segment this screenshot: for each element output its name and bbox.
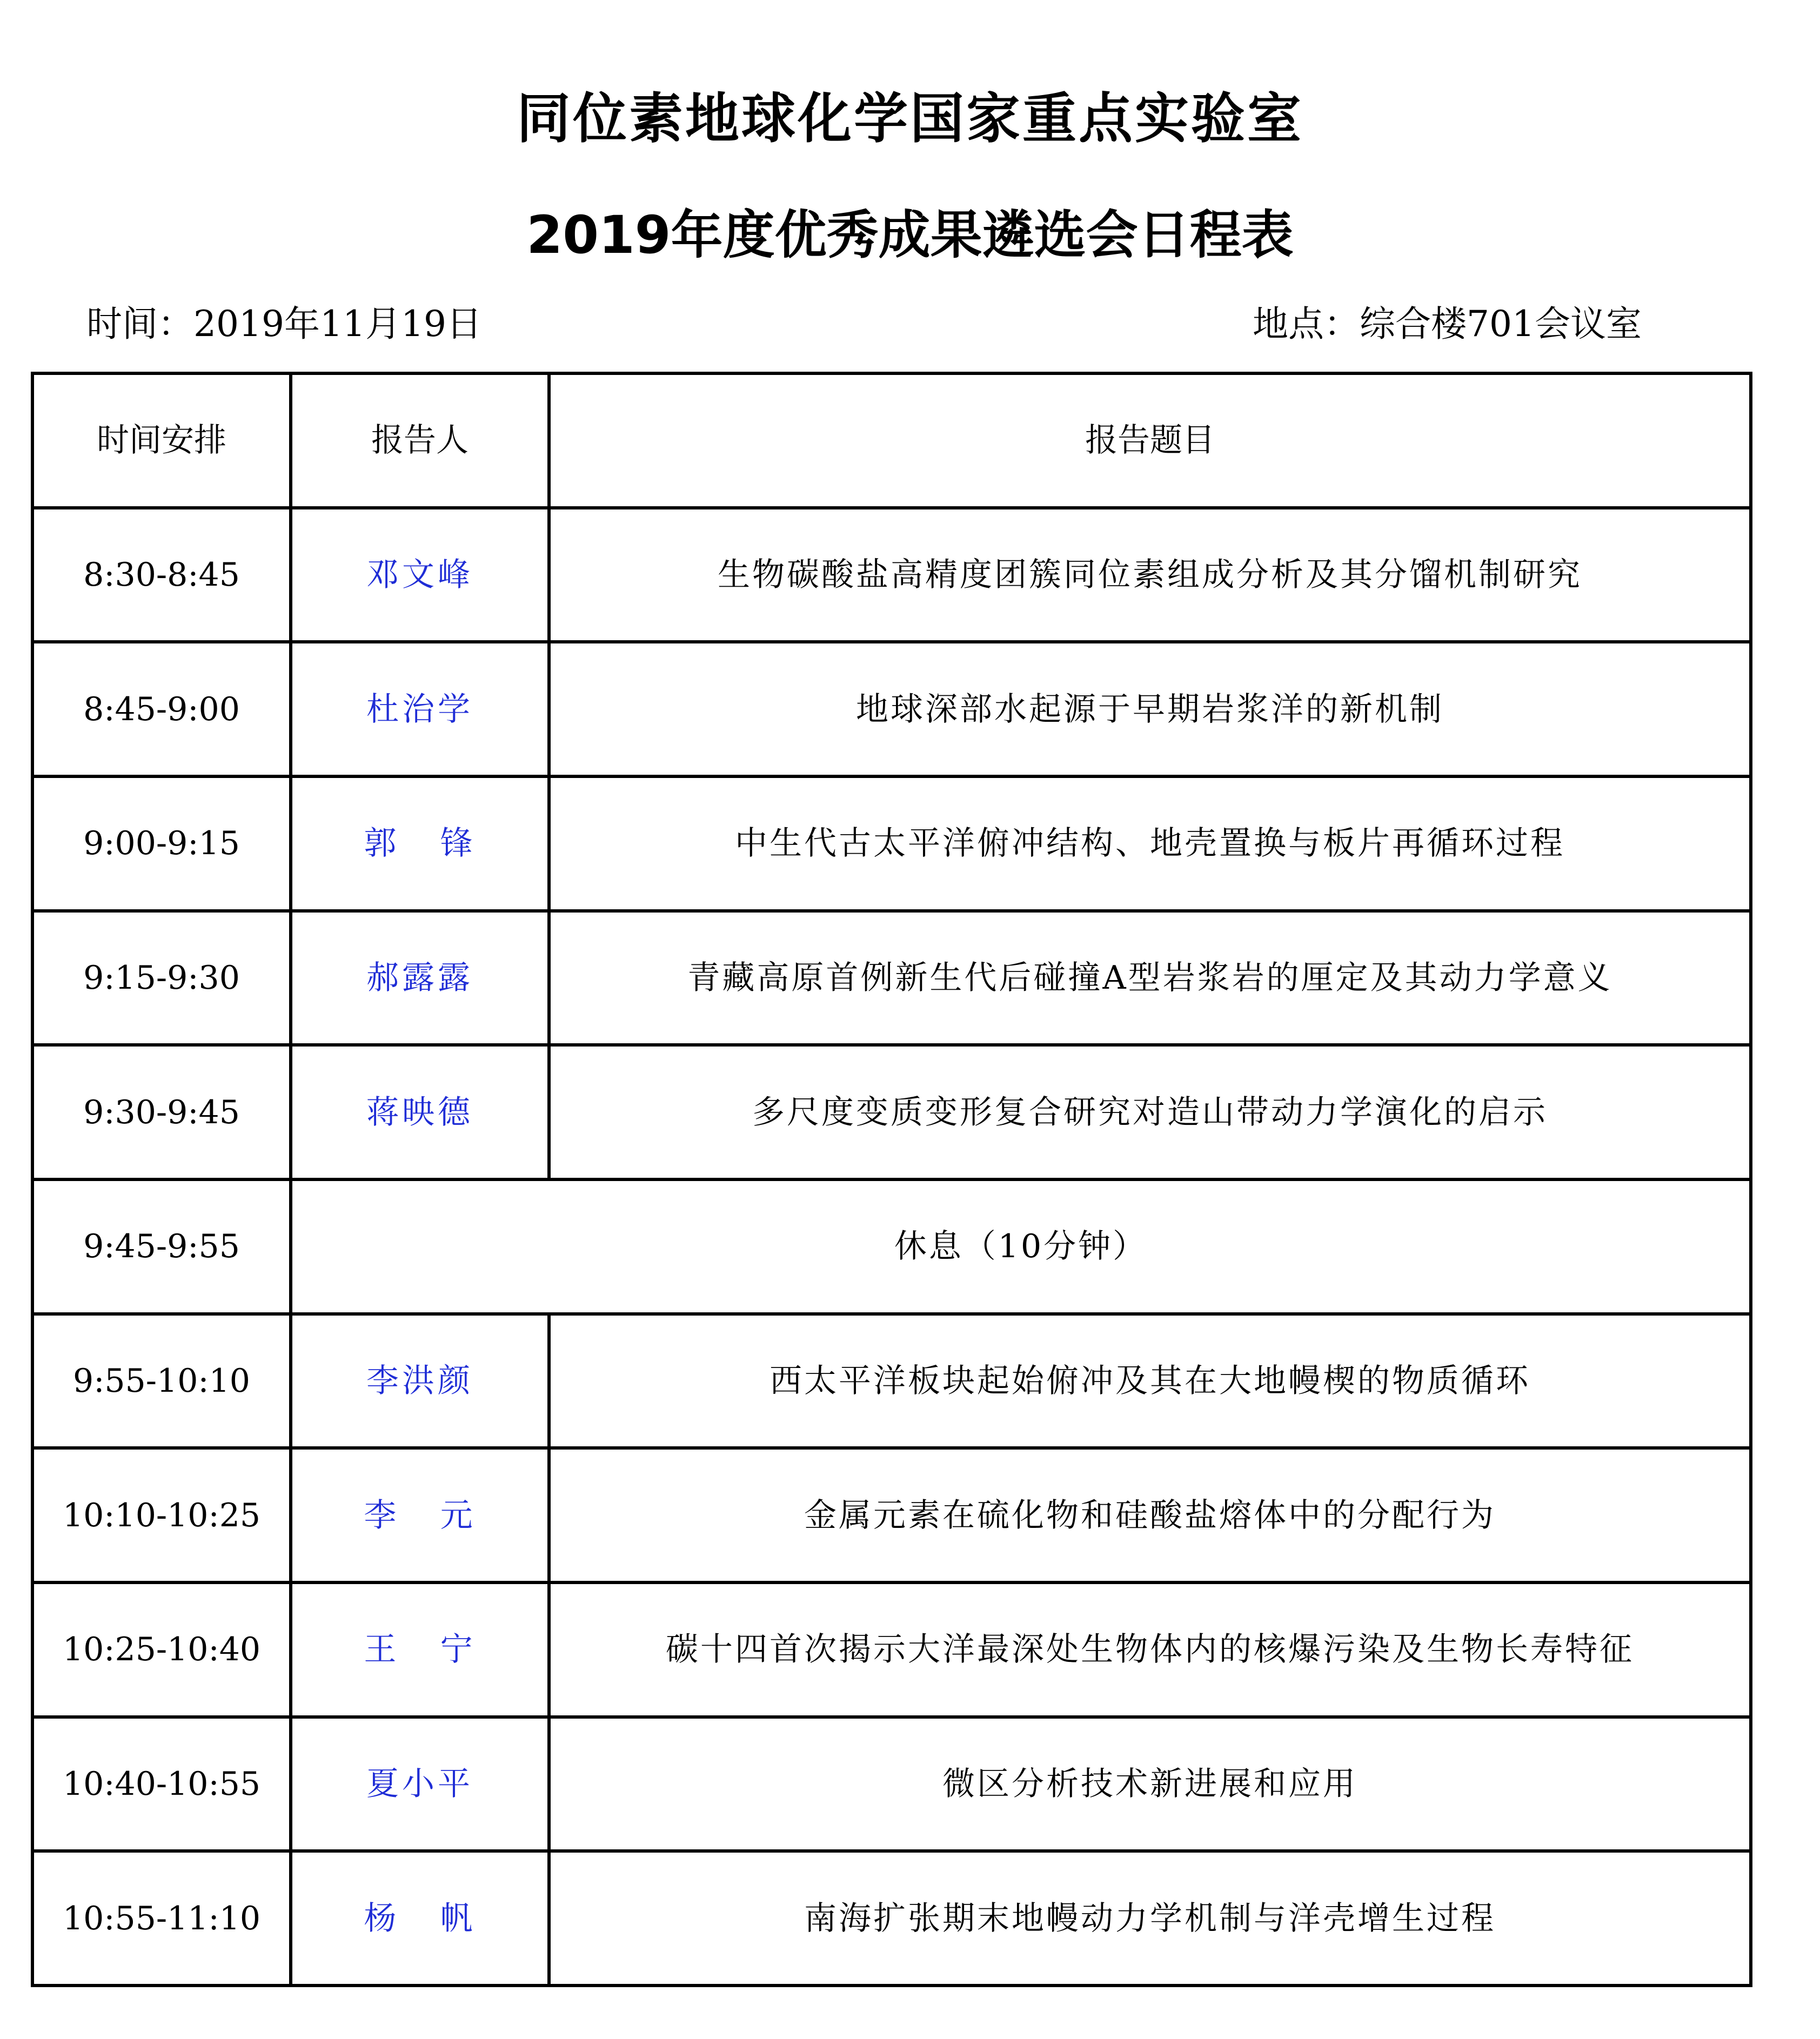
cell-speaker: 李 元 (291, 1448, 549, 1582)
cell-time: 9:15-9:30 (32, 911, 291, 1045)
cell-time: 10:25-10:40 (32, 1582, 291, 1717)
schedule-body (32, 373, 1751, 1986)
cell-speaker: 郝露露 (291, 911, 549, 1045)
cell-speaker: 杜治学 (291, 642, 549, 776)
table-row-break (32, 1179, 1751, 1314)
cell-topic: 金属元素在硫化物和硅酸盐熔体中的分配行为 (549, 1448, 1751, 1582)
cell-time: 9:45-9:55 (32, 1179, 291, 1314)
cell-break: 休息（10分钟） (291, 1179, 1751, 1314)
cell-topic: 中生代古太平洋俯冲结构、地壳置换与板片再循环过程 (549, 776, 1751, 911)
cell-time: 9:55-10:10 (32, 1314, 291, 1448)
page-title: 同位素地球化学国家重点实验室 (517, 87, 1303, 150)
header-time: 时间安排 (32, 373, 291, 508)
cell-time: 9:00-9:15 (32, 776, 291, 911)
cell-time: 8:30-8:45 (32, 508, 291, 642)
table-row (32, 642, 1751, 776)
table-row (32, 911, 1751, 1045)
cell-time: 10:55-11:10 (32, 1851, 291, 1986)
table-row (32, 1045, 1751, 1179)
cell-topic: 生物碳酸盐高精度团簇同位素组成分析及其分馏机制研究 (549, 508, 1751, 642)
schedule-table (31, 372, 1752, 1987)
table-row (32, 508, 1751, 642)
page-subtitle: 2019年度优秀成果遴选会日程表 (526, 205, 1294, 265)
header-speaker: 报告人 (291, 373, 549, 508)
cell-time: 9:30-9:45 (32, 1045, 291, 1179)
cell-topic: 西太平洋板块起始俯冲及其在大地幔楔的物质循环 (549, 1314, 1751, 1448)
cell-speaker: 杨 帆 (291, 1851, 549, 1986)
meeting-place: 地点：综合楼701会议室 (1253, 303, 1642, 345)
cell-topic: 地球深部水起源于早期岩浆洋的新机制 (549, 642, 1751, 776)
cell-speaker: 王 宁 (291, 1582, 549, 1717)
table-row (32, 1448, 1751, 1582)
cell-speaker: 蒋映德 (291, 1045, 549, 1179)
cell-speaker: 郭 锋 (291, 776, 549, 911)
table-row (32, 1314, 1751, 1448)
cell-time: 8:45-9:00 (32, 642, 291, 776)
table-row (32, 776, 1751, 911)
cell-time: 10:10-10:25 (32, 1448, 291, 1582)
cell-topic: 青藏高原首例新生代后碰撞A型岩浆岩的厘定及其动力学意义 (549, 911, 1751, 1045)
meeting-time: 时间：2019年11月19日 (86, 303, 482, 345)
cell-topic: 南海扩张期末地幔动力学机制与洋壳增生过程 (549, 1851, 1751, 1986)
cell-speaker: 邓文峰 (291, 508, 549, 642)
header-topic: 报告题目 (549, 373, 1751, 508)
cell-time: 10:40-10:55 (32, 1717, 291, 1852)
cell-topic: 多尺度变质变形复合研究对造山带动力学演化的启示 (549, 1045, 1751, 1179)
cell-topic: 微区分析技术新进展和应用 (549, 1717, 1751, 1852)
table-header-row (32, 373, 1751, 508)
cell-speaker: 夏小平 (291, 1717, 549, 1852)
table-row (32, 1582, 1751, 1717)
cell-speaker: 李洪颜 (291, 1314, 549, 1448)
table-row (32, 1851, 1751, 1986)
table-row (32, 1717, 1751, 1852)
cell-topic: 碳十四首次揭示大洋最深处生物体内的核爆污染及生物长寿特征 (549, 1582, 1751, 1717)
